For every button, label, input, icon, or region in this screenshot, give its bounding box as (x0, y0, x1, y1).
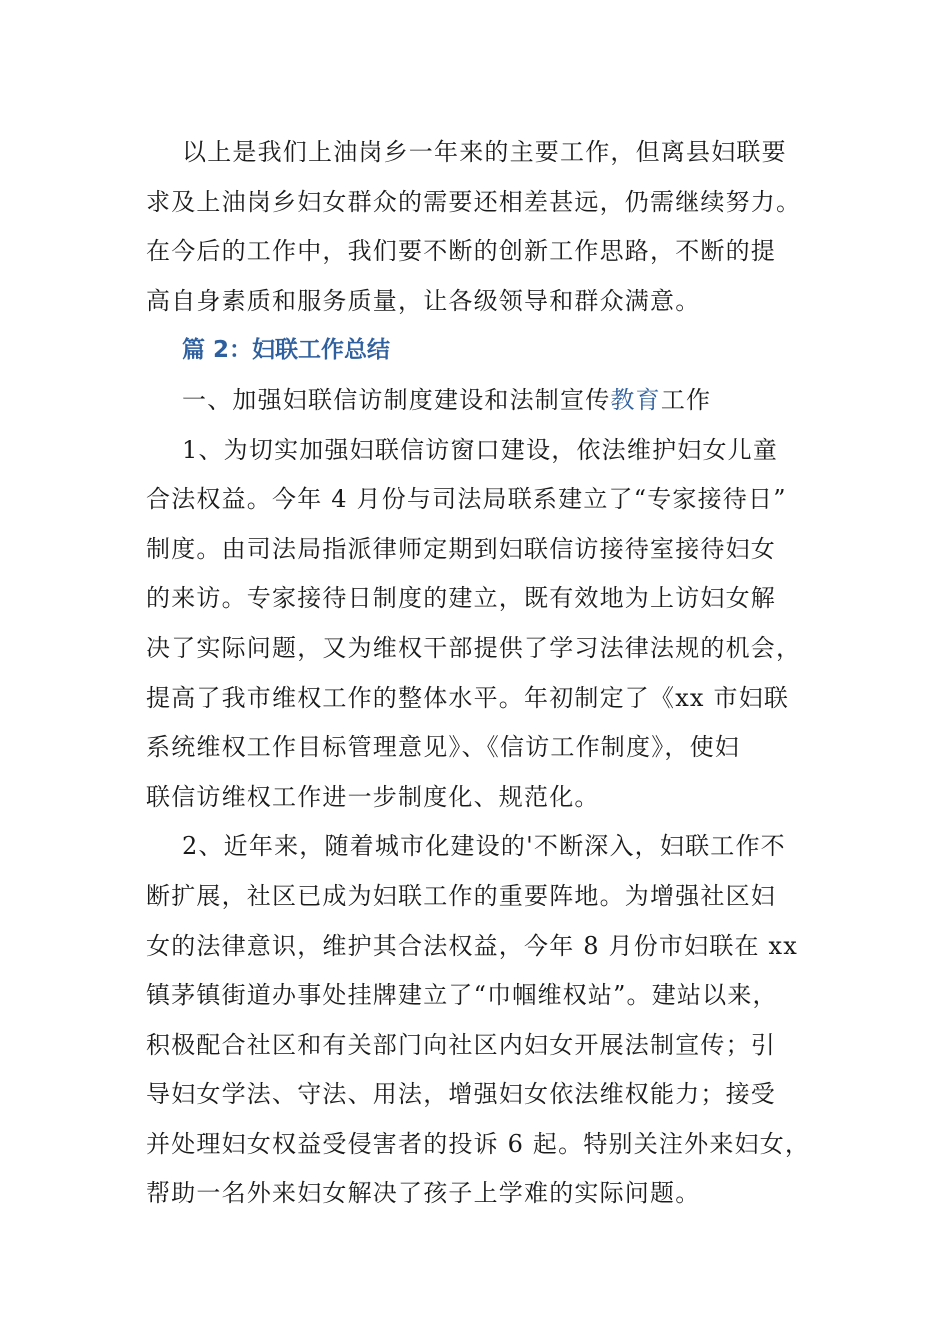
paragraph-1-line-4: 高自身素质和服务质量，让各级领导和群众满意。 (146, 286, 701, 315)
paragraph-3-line-5: 积极配合社区和有关部门向社区内妇女开展法制宣传；引 (146, 1030, 776, 1059)
paragraph-2-line-7: 系统维权工作目标管理意见》、《信访工作制度》，使妇 (146, 733, 740, 762)
section-heading: 篇 2：妇联工作总结 (182, 337, 391, 364)
paragraph-2-line-6: 提高了我市维权工作的整体水平。年初制定了《xx 市妇联 (146, 683, 790, 712)
paragraph-3-line-8: 帮助一名外来妇女解决了孩子上学难的实际问题。 (146, 1179, 701, 1208)
paragraph-1-line-3: 在今后的工作中，我们要不断的创新工作思路，不断的提 (146, 237, 776, 266)
paragraph-2-line-2: 合法权益。今年 4 月份与司法局联系建立了“专家接待日” (146, 485, 787, 514)
paragraph-2-line-4: 的来访。专家接待日制度的建立，既有效地为上访妇女解 (146, 584, 776, 613)
paragraph-3-line-7: 并处理妇女权益受侵害者的投诉 6 起。特别关注外来妇女， (146, 1129, 811, 1158)
paragraph-3-line-4: 镇茅镇街道办事处挂牌建立了“巾帼维权站”。建站以来， (146, 981, 778, 1010)
section-title-after: 工作 (660, 385, 712, 414)
section-title-before: 一、加强妇联信访制度建设和法制宣传 (182, 385, 611, 414)
section-title-line (146, 376, 806, 426)
paragraph-2-line-3: 制度。由司法局指派律师定期到妇联信访接待室接待妇女 (146, 534, 776, 563)
paragraph-3-line-2: 断扩展，社区已成为妇联工作的重要阵地。为增强社区妇 (146, 881, 776, 910)
paragraph-2-line-1: 1、为切实加强妇联信访窗口建设，依法维护妇女儿童 (182, 435, 779, 464)
paragraph-3-line-3: 女的法律意识，维护其合法权益，今年 8 月份市妇联在 xx (146, 931, 799, 960)
paragraph-1-line-1: 以上是我们上油岗乡一年来的主要工作，但离县妇联要 (182, 138, 787, 166)
paragraph-1-line-2: 求及上油岗乡妇女群众的需要还相差甚远，仍需继续努力。 (146, 187, 802, 216)
paragraph-3-line-6: 导妇女学法、守法、用法，增强妇女依法维权能力；接受 (146, 1080, 776, 1109)
education-link[interactable]: 教育 (610, 385, 661, 414)
paragraph-2-line-5: 决了实际问题，又为维权干部提供了学习法律法规的机会， (146, 633, 802, 662)
document-body (146, 128, 811, 1219)
paragraph-2-line-8: 联信访维权工作进一步制度化、规范化。 (146, 782, 600, 811)
paragraph-3-line-1: 2、近年来，随着城市化建设的'不断深入，妇联工作不 (182, 832, 786, 861)
